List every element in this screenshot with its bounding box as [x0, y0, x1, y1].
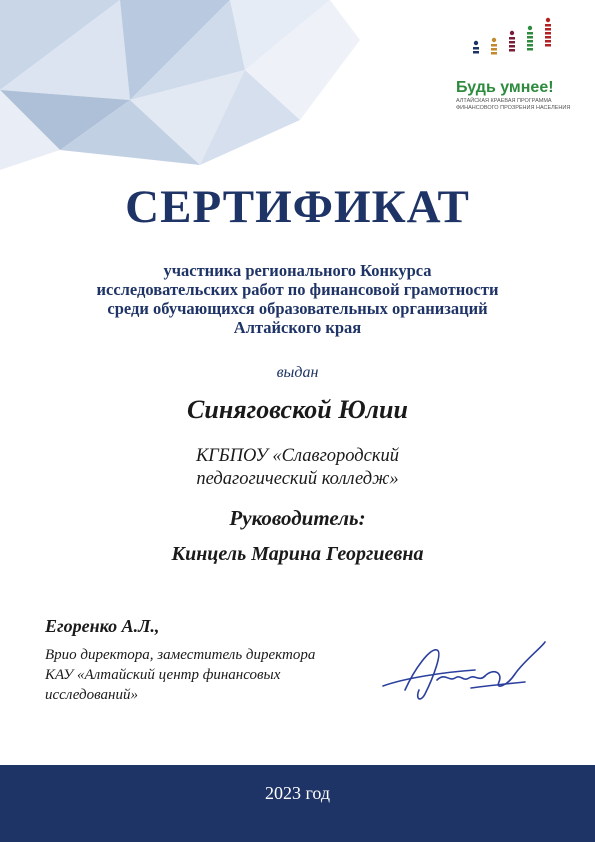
description-line: исследовательских работ по финансовой грамотности [96, 280, 499, 299]
issued-label: выдан [276, 364, 319, 381]
supervisor-name: Кинцель Марина Георгиевна [171, 543, 424, 565]
logo-subtitle: АЛТАЙСКАЯ КРАЕВАЯ ПРОГРАММА ФИНАНСОВОГО ПРОЗРЕНИЯ НАСЕЛЕНИЯ [456, 98, 571, 111]
certificate-description [0, 261, 595, 337]
logo [452, 16, 582, 116]
description-line: среди обучающихся образовательных организаций [107, 299, 488, 318]
people-icon [462, 16, 572, 56]
logo-name: Будь умнее! [456, 79, 554, 96]
supervisor-label: Руководитель: [229, 506, 366, 530]
organization-name: КГБПОУ «Славгородский педагогический колледж» [195, 446, 400, 489]
signatory-name: Егоренко А.Л., [45, 616, 160, 636]
background-triangle-pattern [0, 0, 360, 190]
description-line: участника регионального Конкурса [163, 261, 432, 280]
certificate-title: СЕРТИФИКАТ [125, 181, 470, 233]
description-line: Алтайского края [233, 318, 362, 337]
recipient-name: Синяговской Юлии [187, 395, 408, 424]
signature-image [375, 628, 555, 708]
signatory-position: Врио директора, заместитель директора КАУ «Алтайский центр финансовых исследований» [45, 647, 316, 703]
footer-year: 2023 год [264, 783, 331, 803]
